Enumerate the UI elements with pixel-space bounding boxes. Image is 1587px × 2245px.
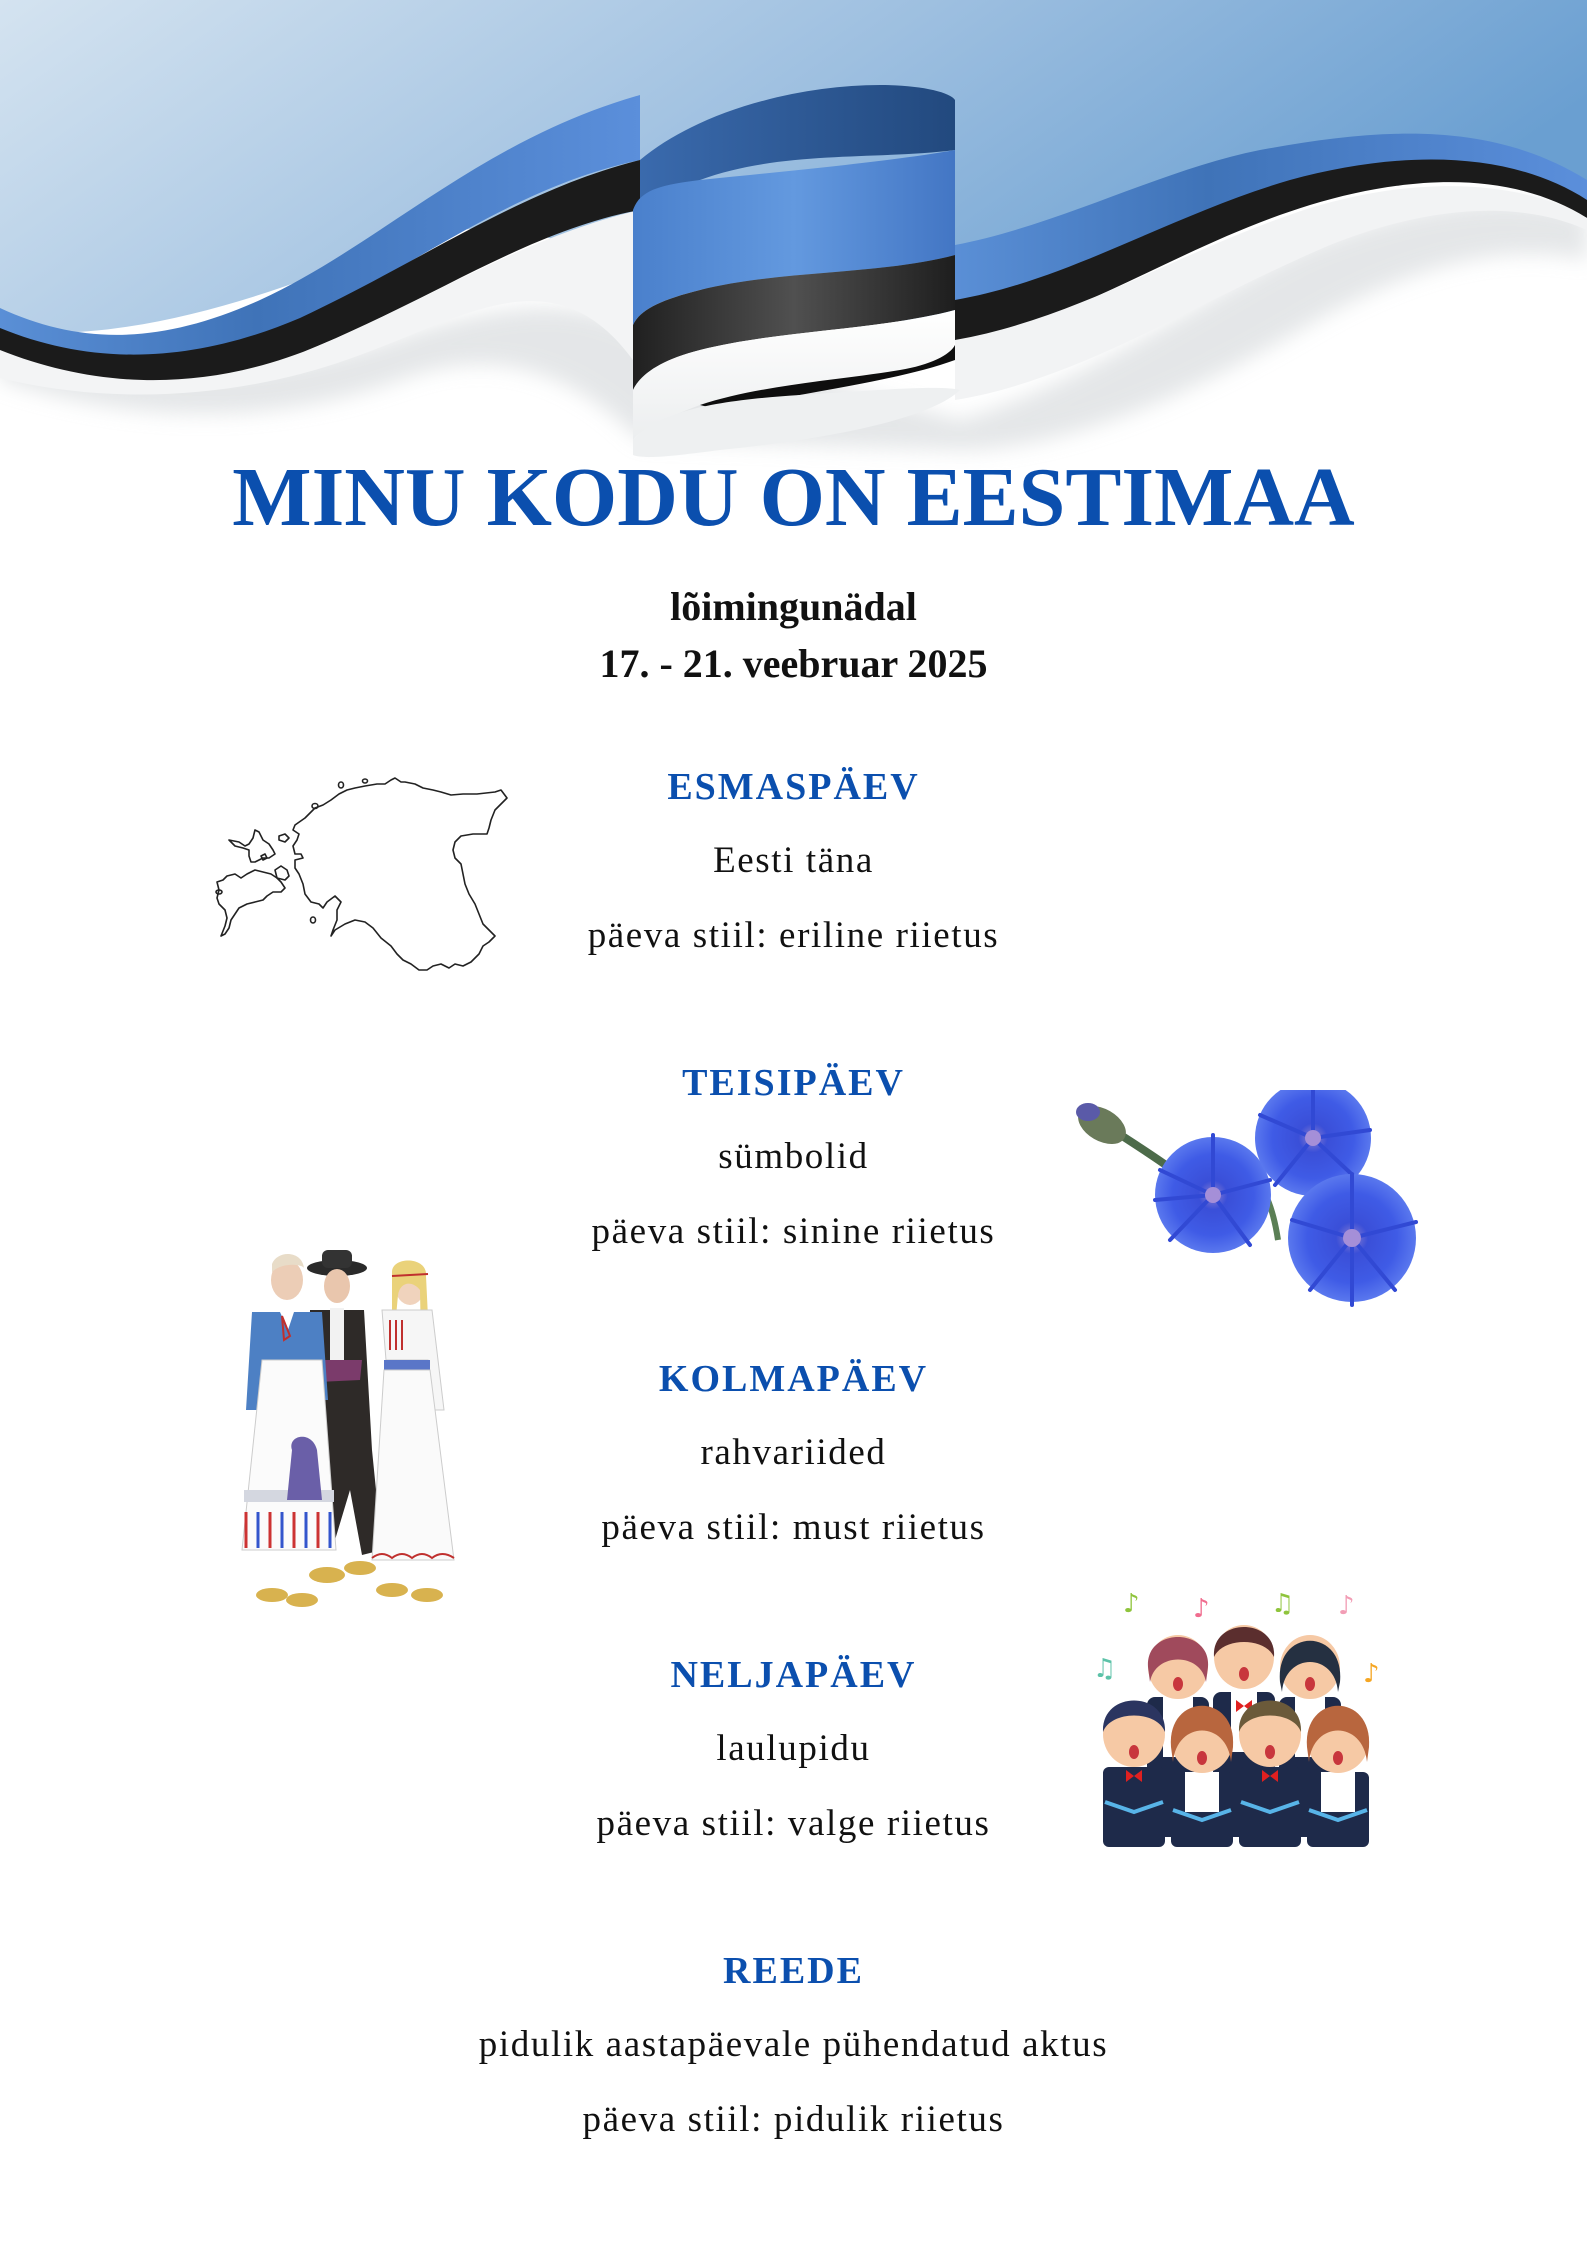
day-heading: REEDE	[723, 1950, 864, 1992]
folk-figure-woman-left	[242, 1254, 336, 1607]
svg-text:♪: ♪	[1363, 1659, 1380, 1689]
svg-text:♪: ♪	[1338, 1591, 1355, 1621]
svg-text:♫: ♫	[1271, 1589, 1295, 1619]
day-style: päeva stiil: valge riietus	[596, 1803, 991, 1844]
svg-text:♫: ♫	[1093, 1654, 1117, 1684]
day-theme: sümbolid	[718, 1136, 869, 1177]
day-style: päeva stiil: eriline riietus	[587, 915, 1000, 956]
day-heading: TEISIPÄEV	[682, 1062, 905, 1104]
day-theme: rahvariided	[700, 1432, 887, 1473]
estonia-map-outline-icon	[205, 770, 515, 980]
week-dates: 17. - 21. veebruar 2025	[599, 641, 988, 686]
folk-costume-figures-icon	[232, 1250, 488, 1630]
day-theme: pidulik aastapäevale pühendatud aktus	[478, 2024, 1109, 2065]
svg-text:♪: ♪	[1193, 1594, 1210, 1624]
week-subtitle: lõimingunädal	[670, 584, 917, 629]
svg-text:♪: ♪	[1123, 1589, 1140, 1619]
day-style: päeva stiil: pidulik riietus	[582, 2099, 1005, 2140]
cornflower-icon	[1070, 1090, 1440, 1320]
day-style: päeva stiil: must riietus	[601, 1507, 986, 1548]
estonian-flag-ribbon-banner	[0, 0, 1587, 470]
day-style: päeva stiil: sinine riietus	[591, 1211, 996, 1252]
folk-figure-woman-right	[372, 1260, 454, 1602]
day-heading: ESMASPÄEV	[667, 766, 920, 808]
day-heading: NELJAPÄEV	[670, 1654, 917, 1696]
day-theme: laulupidu	[716, 1728, 871, 1769]
day-theme: Eesti täna	[713, 840, 874, 881]
day-friday	[0, 1949, 1587, 2142]
page-title: MINU KODU ON EESTIMAA	[232, 451, 1355, 544]
day-heading: KOLMAPÄEV	[658, 1358, 929, 1400]
choir-singers-icon	[1093, 1572, 1398, 1848]
